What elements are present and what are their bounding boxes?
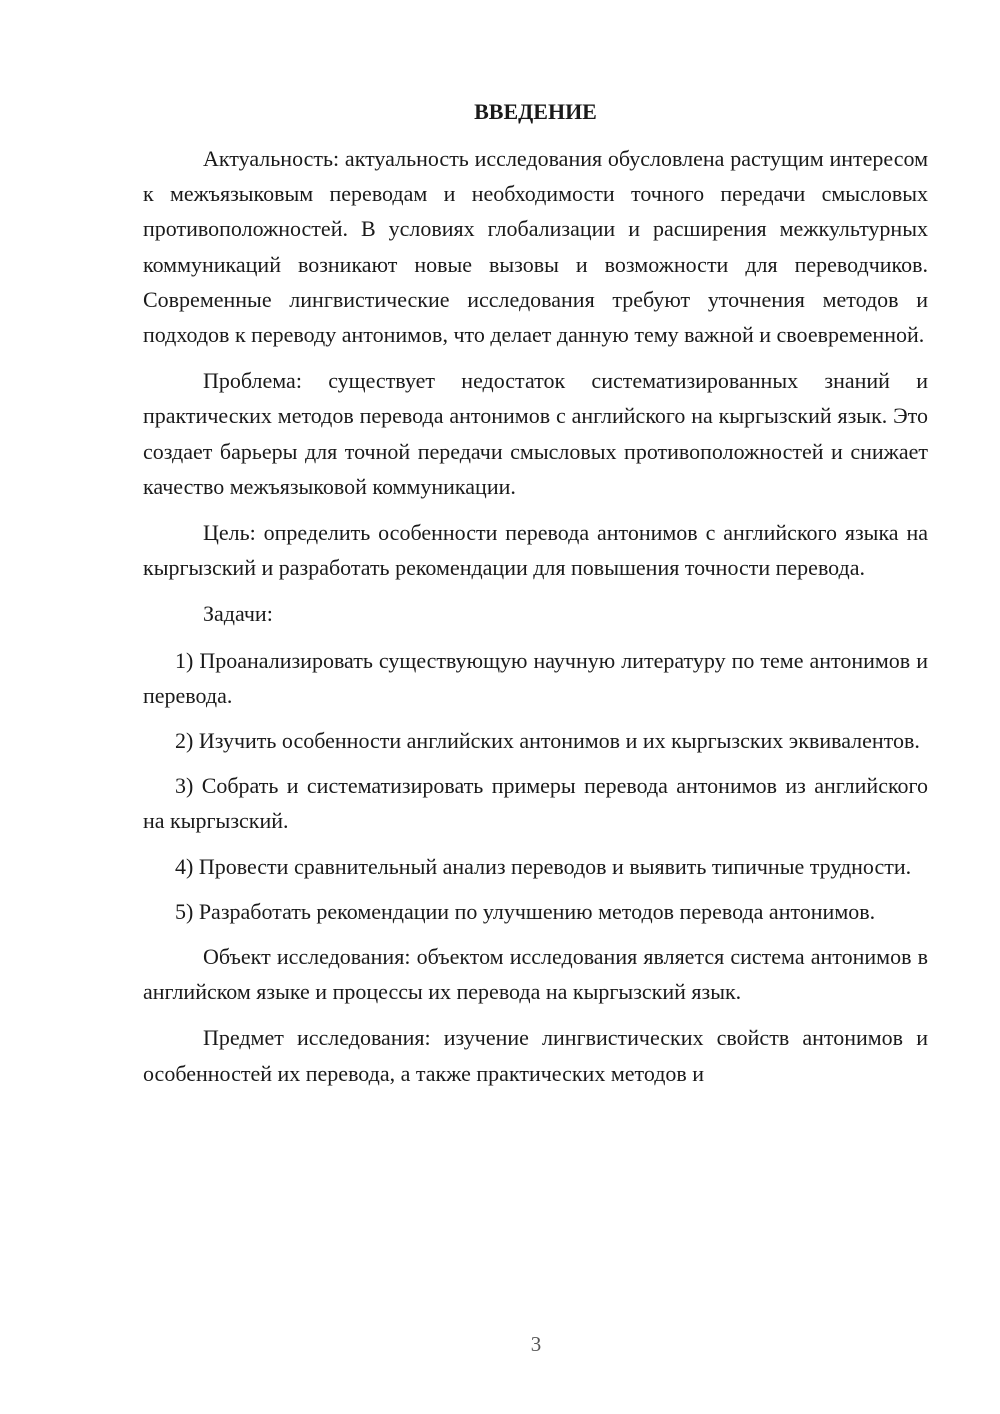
task-item: 5) Разработать рекомендации по улучшению методов перевода антонимов. xyxy=(175,898,876,924)
section-heading: ВВЕДЕНИЕ xyxy=(474,99,597,124)
task-item: 1) Проанализировать существующую научную литературу по теме антонимов и перевода. xyxy=(143,647,928,708)
page-number: 3 xyxy=(530,1332,542,1356)
relevance-paragraph: Актуальность: актуальность исследования обусловлена растущим интересом к межъязыковым переводам и необходимости точного передачи смысловых противоположностей. В условиях глобализации и расширения межкультурных коммуникаций возникают новые вызовы и возможности для переводчиков. Современные лингвистические исследования требуют уточнения методов и подходов к переводу антонимов, что делает данную тему важной и своевременной. xyxy=(143,146,928,348)
task-item: 3) Собрать и систематизировать примеры перевода антонимов из английского на кыргызский. xyxy=(143,773,928,834)
subject-paragraph: Предмет исследования: изучение лингвистических свойств антонимов и особенностей их перевода, а также практических методов и xyxy=(143,1025,928,1086)
tasks-list xyxy=(143,643,928,929)
problem-paragraph: Проблема: существует недостаток систематизированных знаний и практических методов перевода антонимов с английского на кыргызский язык. Это создает барьеры для точной передачи смысловых противоположностей и снижает качество межъязыковой коммуникации. xyxy=(143,368,928,499)
task-item: 4) Провести сравнительный анализ переводов и выявить типичные трудности. xyxy=(175,853,912,879)
task-item: 2) Изучить особенности английских антонимов и их кыргызских эквивалентов. xyxy=(175,728,920,754)
goal-paragraph: Цель: определить особенности перевода антонимов с английского языка на кыргызский и разработать рекомендации для повышения точности перевода. xyxy=(143,520,928,581)
object-paragraph: Объект исследования: объектом исследования является система антонимов в английском языке и процессы их перевода на кыргызский язык. xyxy=(143,944,928,1005)
page-content xyxy=(143,94,928,1102)
tasks-label: Задачи: xyxy=(203,601,273,627)
